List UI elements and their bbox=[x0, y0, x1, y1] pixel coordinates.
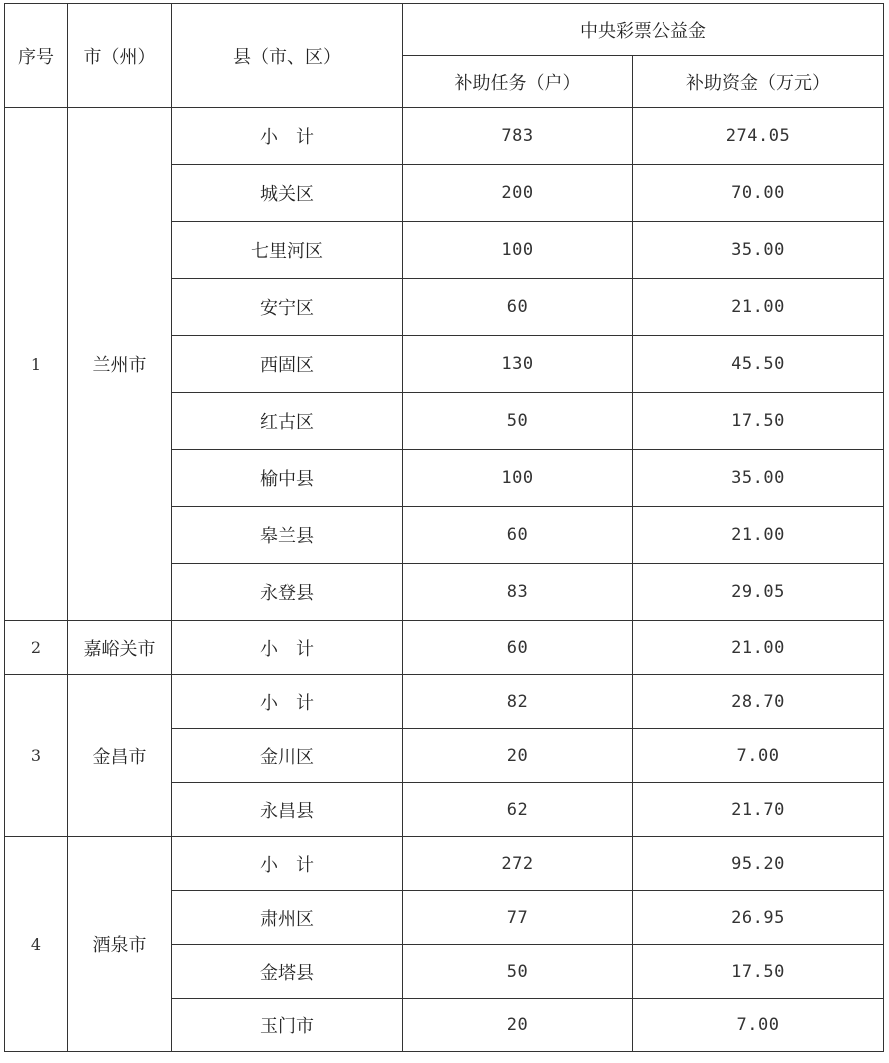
row-county: 小 计 bbox=[172, 675, 403, 729]
row-county: 金川区 bbox=[172, 729, 403, 783]
row-tasks: 20 bbox=[403, 729, 633, 783]
row-city: 嘉峪关市 bbox=[68, 621, 172, 675]
row-tasks: 100 bbox=[403, 222, 633, 279]
row-funds: 35.00 bbox=[633, 222, 884, 279]
row-funds: 7.00 bbox=[633, 729, 884, 783]
table-row bbox=[5, 621, 884, 675]
row-funds: 21.70 bbox=[633, 783, 884, 837]
row-no: 3 bbox=[5, 675, 68, 837]
header-no: 序号 bbox=[5, 4, 68, 108]
row-city: 酒泉市 bbox=[68, 837, 172, 1052]
row-funds: 29.05 bbox=[633, 564, 884, 621]
table-row bbox=[5, 108, 884, 165]
header-funds: 补助资金（万元） bbox=[633, 56, 884, 108]
row-funds: 28.70 bbox=[633, 675, 884, 729]
row-county: 小 计 bbox=[172, 621, 403, 675]
row-tasks: 50 bbox=[403, 393, 633, 450]
header-city: 市（州） bbox=[68, 4, 172, 108]
row-no: 4 bbox=[5, 837, 68, 1052]
row-county: 肃州区 bbox=[172, 891, 403, 945]
row-tasks: 783 bbox=[403, 108, 633, 165]
row-funds: 26.95 bbox=[633, 891, 884, 945]
row-tasks: 60 bbox=[403, 279, 633, 336]
row-funds: 21.00 bbox=[633, 507, 884, 564]
row-funds: 45.50 bbox=[633, 336, 884, 393]
subsidy-table bbox=[4, 3, 884, 1052]
row-funds: 70.00 bbox=[633, 165, 884, 222]
row-tasks: 60 bbox=[403, 621, 633, 675]
row-tasks: 77 bbox=[403, 891, 633, 945]
row-funds: 21.00 bbox=[633, 279, 884, 336]
row-funds: 21.00 bbox=[633, 621, 884, 675]
row-tasks: 62 bbox=[403, 783, 633, 837]
row-tasks: 50 bbox=[403, 945, 633, 999]
row-county: 永昌县 bbox=[172, 783, 403, 837]
row-county: 城关区 bbox=[172, 165, 403, 222]
row-county: 小 计 bbox=[172, 837, 403, 891]
row-no: 2 bbox=[5, 621, 68, 675]
row-funds: 274.05 bbox=[633, 108, 884, 165]
row-tasks: 130 bbox=[403, 336, 633, 393]
row-funds: 35.00 bbox=[633, 450, 884, 507]
row-tasks: 200 bbox=[403, 165, 633, 222]
row-city: 兰州市 bbox=[68, 108, 172, 621]
header-group: 中央彩票公益金 bbox=[403, 4, 884, 56]
row-county: 红古区 bbox=[172, 393, 403, 450]
row-county: 小 计 bbox=[172, 108, 403, 165]
row-city: 金昌市 bbox=[68, 675, 172, 837]
row-county: 皋兰县 bbox=[172, 507, 403, 564]
row-county: 金塔县 bbox=[172, 945, 403, 999]
row-county: 榆中县 bbox=[172, 450, 403, 507]
row-funds: 7.00 bbox=[633, 999, 884, 1052]
table-row bbox=[5, 675, 884, 729]
row-funds: 17.50 bbox=[633, 945, 884, 999]
row-county: 安宁区 bbox=[172, 279, 403, 336]
row-county: 七里河区 bbox=[172, 222, 403, 279]
row-tasks: 20 bbox=[403, 999, 633, 1052]
row-tasks: 83 bbox=[403, 564, 633, 621]
row-county: 永登县 bbox=[172, 564, 403, 621]
row-tasks: 272 bbox=[403, 837, 633, 891]
row-tasks: 100 bbox=[403, 450, 633, 507]
row-funds: 95.20 bbox=[633, 837, 884, 891]
row-tasks: 60 bbox=[403, 507, 633, 564]
row-county: 玉门市 bbox=[172, 999, 403, 1052]
row-county: 西固区 bbox=[172, 336, 403, 393]
row-no: 1 bbox=[5, 108, 68, 621]
header-county: 县（市、区） bbox=[172, 4, 403, 108]
table-row bbox=[5, 837, 884, 891]
header-tasks: 补助任务（户） bbox=[403, 56, 633, 108]
row-tasks: 82 bbox=[403, 675, 633, 729]
row-funds: 17.50 bbox=[633, 393, 884, 450]
